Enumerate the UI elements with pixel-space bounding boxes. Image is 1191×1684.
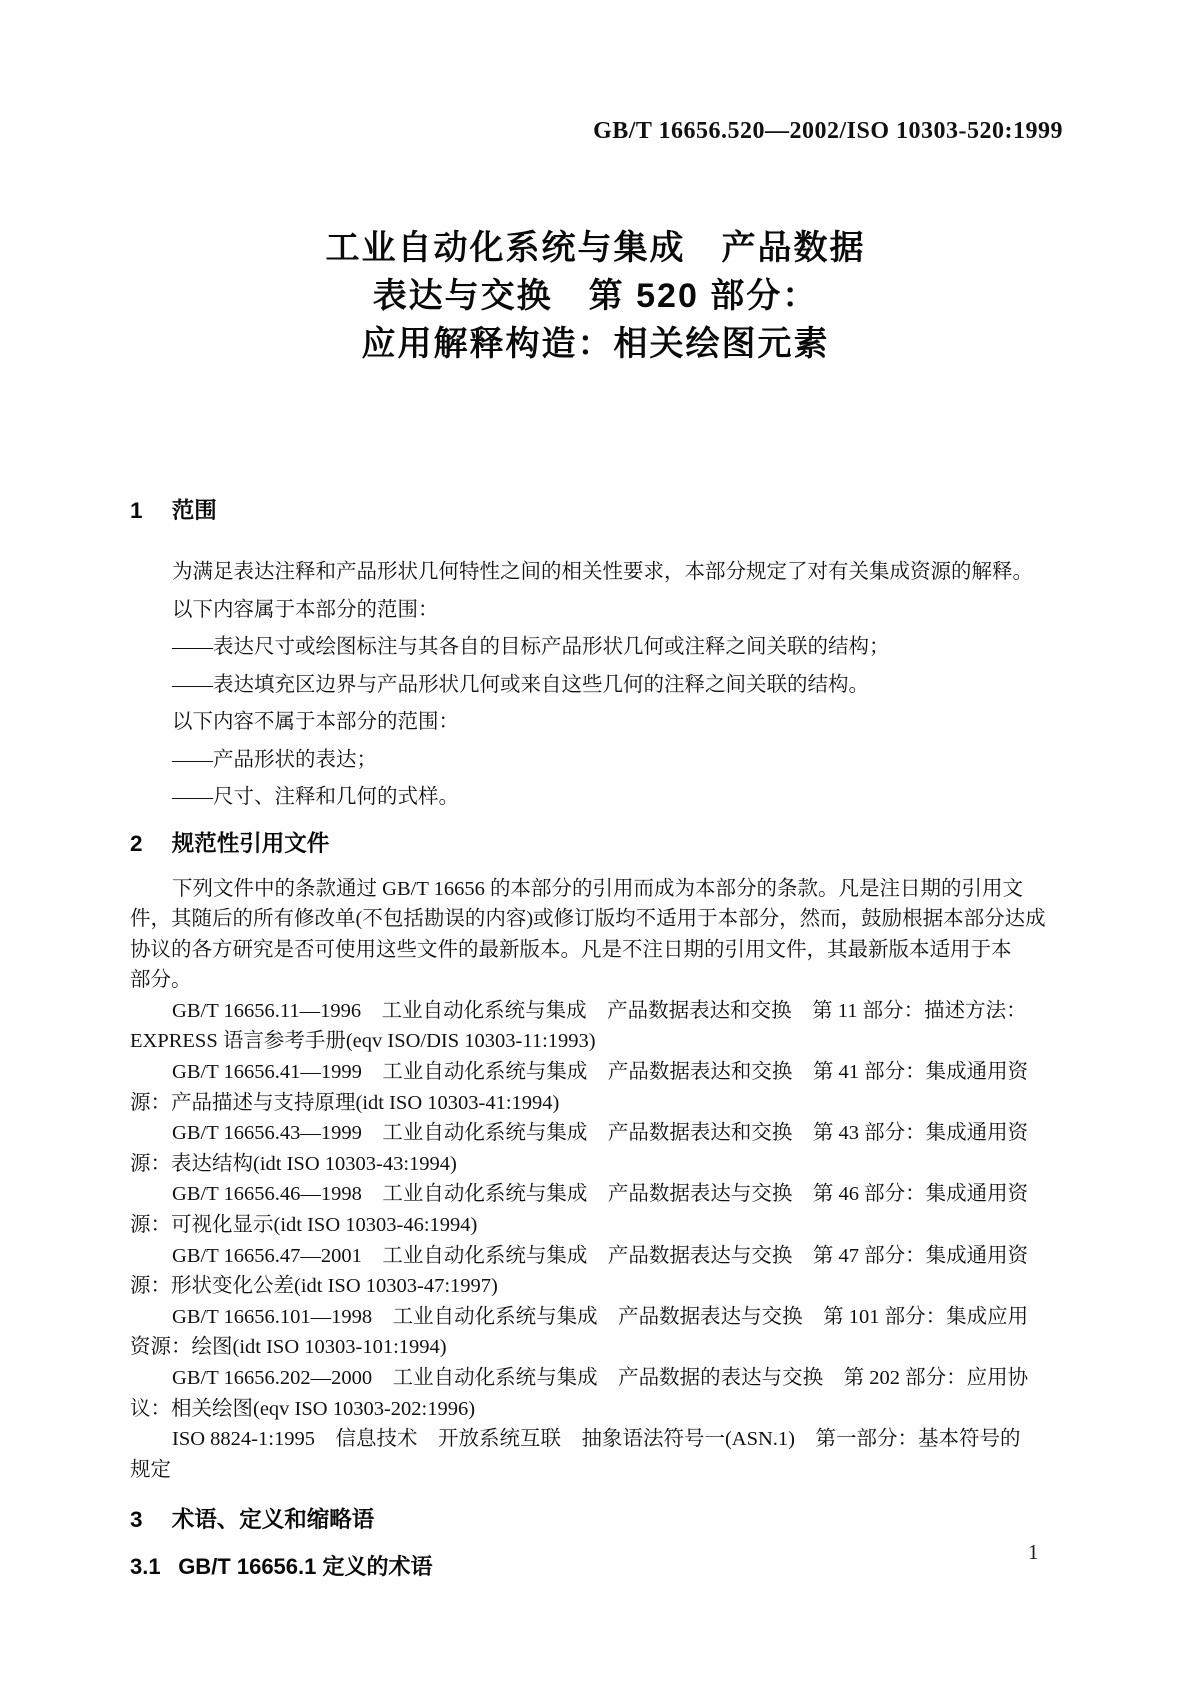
text-line: 以下内容不属于本部分的范围： (172, 711, 460, 733)
section-1-title: 范围 (171, 498, 217, 523)
standard-number: GB/T 16656.520—2002/ISO 10303-520:1999 (593, 118, 1063, 144)
reference-line: GB/T 16656.11—1996 工业自动化系统与集成 产品数据表达和交换 第 11 部分：描述方法： (172, 999, 1027, 1022)
title-line-2: 表达与交换 第 520 部分： (372, 277, 819, 315)
reference-line: GB/T 16656.47—2001 工业自动化系统与集成 产品数据表达与交换 第 47 部分：集成通用资 (172, 1244, 1029, 1267)
reference-line: GB/T 16656.101—1998 工业自动化系统与集成 产品数据表达与交换 第 101 部分：集成应用 (172, 1305, 1029, 1328)
text-line: 协议的各方研究是否可使用这些文件的最新版本。凡是不注日期的引用文件，其最新版本适用于本 (130, 938, 1012, 961)
section-2-text (130, 874, 1070, 1486)
reference-line: EXPRESS 语言参考手册(eqv ISO/DIS 10303-11:1993) (130, 1030, 596, 1053)
section-3-title: 术语、定义和缩略语 (171, 1507, 375, 1533)
title-line-1: 工业自动化系统与集成 产品数据 (325, 229, 866, 267)
text-line: ——表达尺寸或绘图标注与其各自的目标产品形状几何或注释之间关联的结构； (172, 636, 890, 658)
title-line-3: 应用解释构造：相关绘图元素 (361, 325, 830, 363)
subsection-3-1-title: GB/T 16656.1 定义的术语 (178, 1554, 433, 1580)
reference-line: GB/T 16656.41—1999 工业自动化系统与集成 产品数据表达和交换 第 41 部分：集成通用资 (172, 1061, 1029, 1084)
section-3-number: 3 (130, 1507, 143, 1533)
reference-line: ISO 8824-1:1995 信息技术 开放系统互联 抽象语法符号一(ASN.1) 第一部分：基本符号的 (172, 1428, 1021, 1451)
reference-line: 规定 (130, 1458, 171, 1481)
reference-line: 议：相关绘图(eqv ISO 10303-202:1996) (130, 1397, 476, 1420)
text-line: 件，其随后的所有修改单(不包括勘误的内容)或修订版均不适用于本部分，然而，鼓励根据本部分达成 (130, 908, 1046, 931)
reference-line: 源：产品描述与支持原理(idt ISO 10303-41:1994) (130, 1091, 560, 1114)
text-line: ——产品形状的表达； (172, 748, 378, 771)
text-line: 以下内容属于本部分的范围： (172, 598, 439, 621)
document-body (130, 496, 1070, 1582)
text-line: ——尺寸、注释和几何的式样。 (172, 786, 460, 808)
section-1-number: 1 (130, 498, 143, 523)
subsection-3-1-number: 3.1 (130, 1554, 161, 1580)
text-line: 下列文件中的条款通过 GB/T 16656 的本部分的引用而成为本部分的条款。凡是注日期的引用文 (172, 877, 1023, 900)
section-2-number: 2 (130, 830, 143, 856)
section-2-title: 规范性引用文件 (171, 830, 330, 856)
section-2-heading (130, 829, 1070, 859)
reference-line: GB/T 16656.43—1999 工业自动化系统与集成 产品数据表达和交换 第 43 部分：集成通用资 (172, 1122, 1029, 1145)
reference-line: 源：形状变化公差(idt ISO 10303-47:1997) (130, 1275, 498, 1298)
section-1-text (130, 554, 1070, 817)
document-title (0, 0, 1191, 368)
subsection-3-1-heading (130, 1552, 1070, 1582)
reference-line: 源：表达结构(idt ISO 10303-43:1994) (130, 1152, 457, 1175)
page-number: 1 (1028, 1540, 1039, 1564)
reference-line: 资源：绘图(idt ISO 10303-101:1994) (130, 1336, 447, 1359)
section-1-heading (130, 496, 1070, 526)
text-line: ——表达填充区边界与产品形状几何或来自这些几何的注释之间关联的结构。 (172, 673, 870, 696)
section-3-heading (130, 1505, 1070, 1535)
text-line: 部分。 (130, 969, 192, 992)
text-line: 为满足表达注释和产品形状几何特性之间的相关性要求，本部分规定了对有关集成资源的解释。 (172, 561, 1034, 583)
reference-line: GB/T 16656.46—1998 工业自动化系统与集成 产品数据表达与交换 第 46 部分：集成通用资 (172, 1183, 1029, 1206)
reference-line: 源：可视化显示(idt ISO 10303-46:1994) (130, 1214, 478, 1237)
reference-line: GB/T 16656.202—2000 工业自动化系统与集成 产品数据的表达与交换 第 202 部分：应用协 (172, 1367, 1029, 1389)
